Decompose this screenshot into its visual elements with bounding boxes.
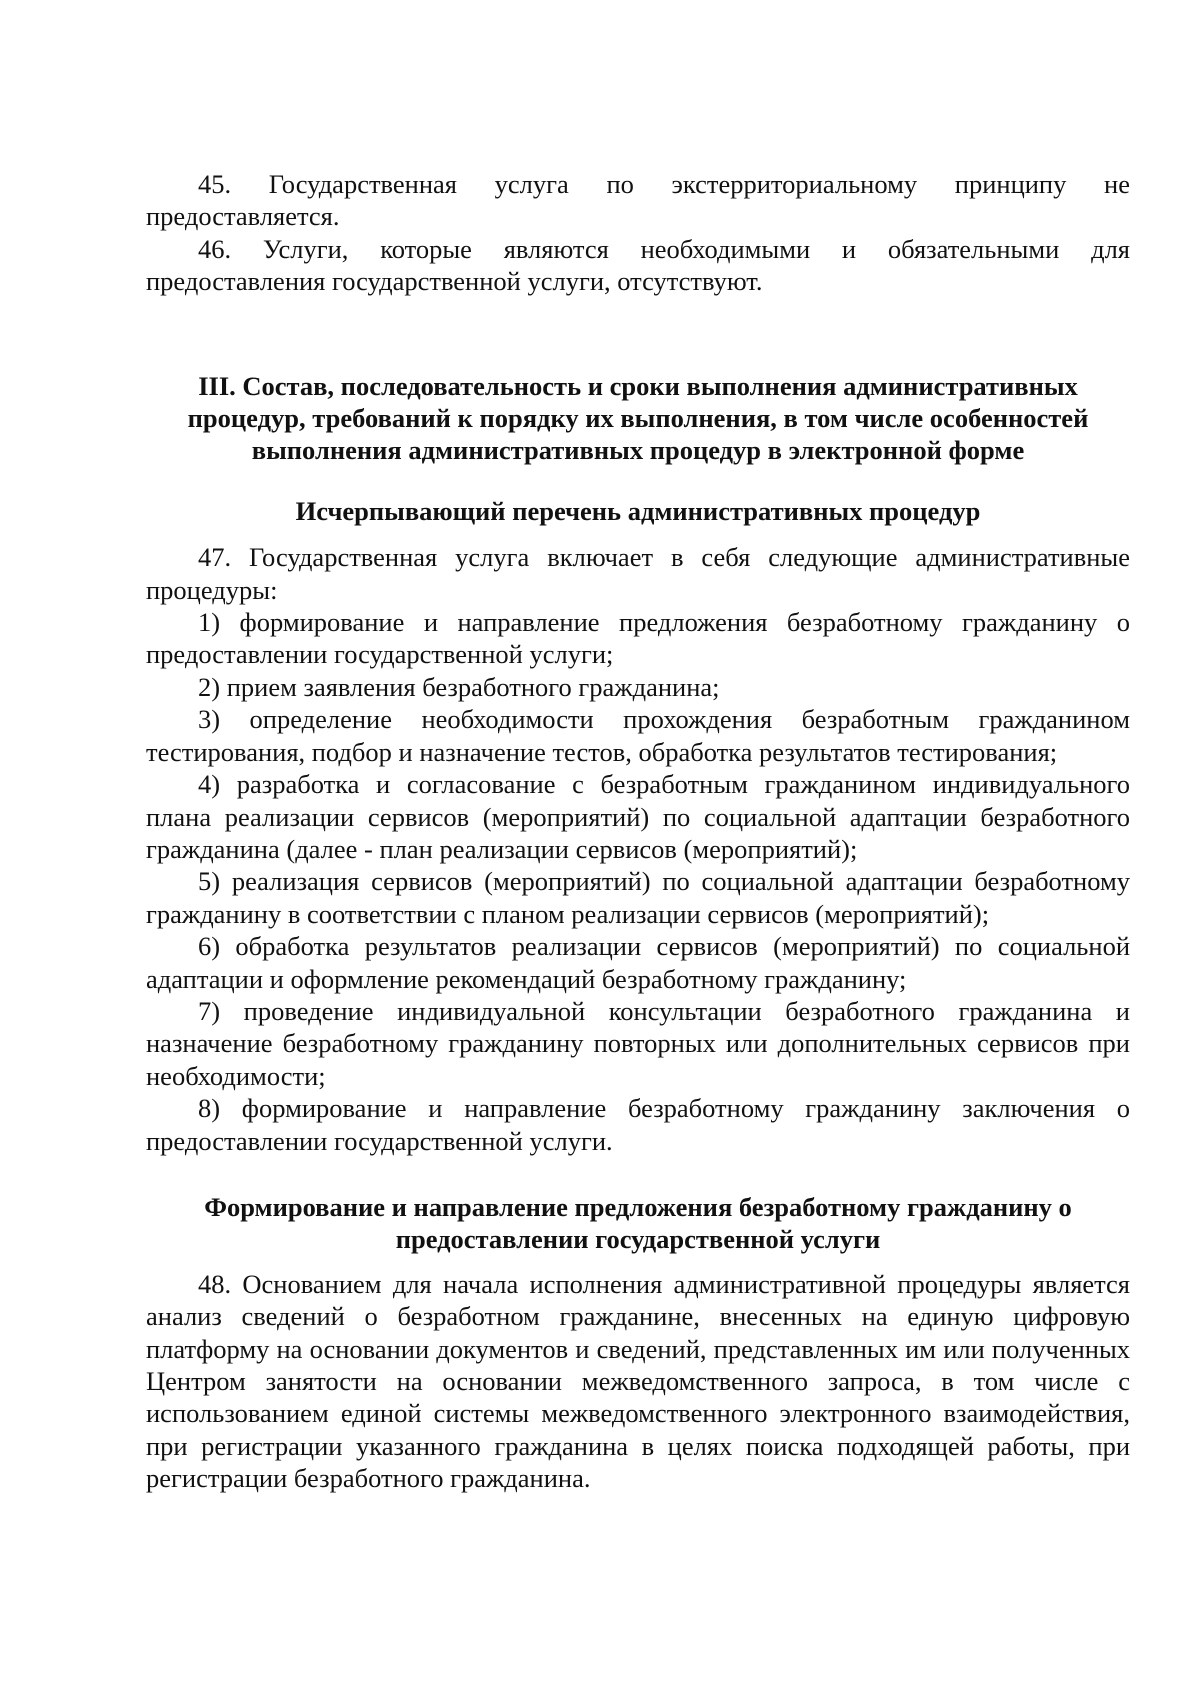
section-title: III. Состав, последовательность и сроки выполнения административных процедур, требований к порядку их выполнения, в том числе особенностей выполнения административных процедур в электронной форме bbox=[187, 370, 1089, 466]
document-page bbox=[146, 168, 1130, 1495]
paragraph-45: 45. Государственная услуга по экстерриториальному принципу не предоставляется. bbox=[146, 169, 1130, 232]
paragraph-48: 48. Основанием для начала исполнения административной процедуры является анализ сведений о безработном гражданине, внесенных на единую цифровую платформу на основании документов и сведений, представленных им или полученных Центром занятости на основании межведомственного запроса, в том числе с использованием единой системы межведомственного электронного взаимодействия, при регистрации указанного гражданина в целях поиска подходящей работы, при регистрации безработного гражданина. bbox=[146, 1268, 1130, 1494]
list-item: 7) проведение индивидуальной консультации безработного гражданина и назначение безработному гражданину повторных или дополнительных сервисов при необходимости; bbox=[146, 995, 1130, 1091]
paragraph-46: 46. Услуги, которые являются необходимыми и обязательными для предоставления государственной услуги, отсутствуют. bbox=[146, 233, 1130, 297]
list-item: 6) обработка результатов реализации сервисов (мероприятий) по социальной адаптации и оформление рекомендаций безработному гражданину; bbox=[146, 931, 1130, 994]
list-item: 3) определение необходимости прохождения безработным гражданином тестирования, подбор и назначение тестов, обработка результатов тестирования; bbox=[146, 704, 1130, 767]
list-item: 2) прием заявления безработного гражданина; bbox=[198, 671, 720, 702]
list-item: 8) формирование и направление безработному гражданину заключения о предоставлении государственной услуги. bbox=[146, 1093, 1130, 1156]
list-item: 4) разработка и согласование с безработным гражданином индивидуального плана реализации сервисов (мероприятий) по социальной адаптации безработного гражданина (далее - план реализации сервисов (мероприятий); bbox=[146, 769, 1130, 864]
subheading-procedures-list: Исчерпывающий перечень административных процедур bbox=[295, 495, 981, 526]
list-item: 1) формирование и направление предложения безработному гражданину о предоставлении государственной услуги; bbox=[146, 607, 1130, 670]
subheading-offer: Формирование и направление предложения безработному гражданину о предоставлении государственной услуги bbox=[204, 1191, 1072, 1255]
paragraph-47: 47. Государственная услуга включает в себя следующие административные процедуры: bbox=[146, 542, 1130, 605]
list-item: 5) реализация сервисов (мероприятий) по социальной адаптации безработному гражданину в соответствии с планом реализации сервисов (мероприятий); bbox=[146, 866, 1130, 929]
